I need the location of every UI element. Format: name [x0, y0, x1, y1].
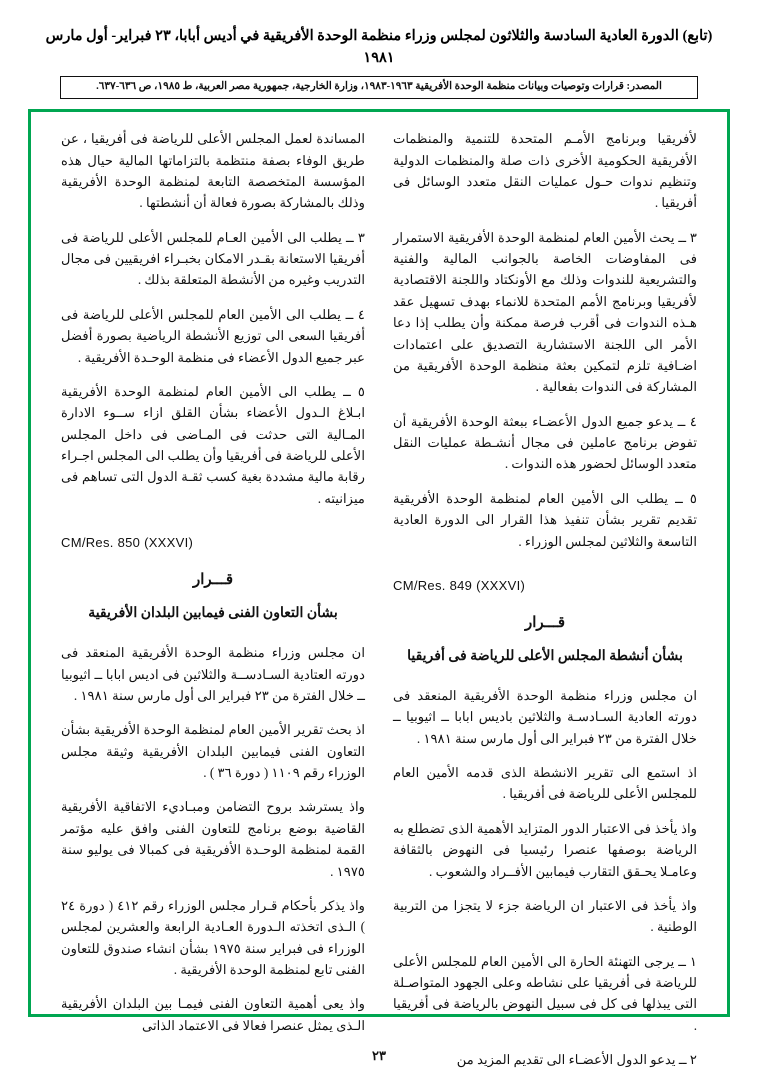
paragraph: اذ بحث تقرير الأمين العام لمنظمة الوحدة الأفريقية بشأن التعاون الفنى فيمابين البلدان الأفريقية وثيقة مجلس الوزراء رقم ١١٠٩ ( دورة ٣٦ ) . — [61, 722, 365, 781]
resolution-title: قـــرار — [192, 572, 234, 589]
resolution-subtitle: بشأن أنشطة المجلس الأعلى للرياضة فى أفريقيا — [407, 648, 683, 664]
paragraph: واذ يأخذ فى الاعتبار الدور المتزايد الأهمية الذى تضطلع به الرياضة بوصفها عنصرا رئيسيا فى النهوض بالثقافة وعامـلا يحـقق التقارب فيمابين الأفــراد والشعوب . — [393, 820, 697, 879]
page-title: (تابع) الدورة العادية السادسة والثلاثون لمجلس وزراء منظمة الوحدة الأفريقية في أديس أبابا، ٢٣ فبراير- أول مارس ١٩٨١ — [45, 28, 713, 66]
paragraph: واذ يأخذ فى الاعتبار ان الرياضة جزء لا يتجزا من التربية الوطنية . — [393, 897, 697, 935]
page-number: ٢٣ — [372, 1048, 386, 1063]
paragraph: اذ استمع الى تقرير الانشطة الذى قدمه الأمين العام للمجلس الأعلى للرياضة فى أفريقيا . — [393, 765, 697, 802]
paragraph: ٥ ــ يطلب الى الأمين العام لمنظمة الوحدة الأفريقية ابـلاغ الـدول الأعضاء بشأن القلق ازاء ســوء الادارة المـالية التى حدثت فى المـاضى فى داخل المجلس الأعلى للرياضة فى أفريقيا وأن يطلب الى المجلس اجـراء رقابة مالية مشددة بغية كسب ثقـة الدول التى تساهم فى ميزانيته . — [61, 383, 365, 506]
paragraph: واذ يسترشد بروح التضامن ومبـاديء الاتفاقية الأفريقية القاضية بوضع برنامج للتعاون الفنى وافق عليه مؤتمر القمة لمنظمة الوحـدة الأفريقية فى كمبالا فى يوليو سنة ١٩٧٥ . — [61, 799, 365, 879]
paragraph: ان مجلس وزراء منظمة الوحدة الأفريقية المنعقد فى دورته العتادية السـادســة والثلاثين فى اديس ابابا ــ اثيوبيا ــ خلال الفترة من ٢٣ فبراير الى أول مارس سنة ١٩٨١ . — [61, 645, 365, 703]
paragraph: ٣ ــ يطلب الى الأمين العـام للمجلس الأعلى للرياضة فى أفريقيا الاستعانة بقـدر الامكان بخبـراء افريقيين فى مجال التدريب وغيره من الأنشطة المتعلقة بذلك . — [61, 229, 365, 288]
paragraph: ٢ ــ يدعو الدول الأعضـاء الى تقديم المزيد من — [456, 1052, 697, 1068]
content-frame — [28, 109, 730, 1068]
column-right — [379, 128, 711, 1068]
paragraph: ١ ــ يرجى التهنئة الحارة الى الأمين العام للمجلس الأعلى للرياضة فى أفريقيا على نشاطه وعلى الجهود المتواصـلة التى يبذلها فى كل فى سبيل النهوض بالرياضة فى أفريقيا . — [393, 953, 697, 1033]
paragraph: ٥ ــ يطلب الى الأمين العام لمنظمة الوحدة الأفريقية تقديم تقرير بشأن تنفيذ هذا القرار الى الدورة العادية التاسعة والثلاثين لمجلس الوزراء . — [393, 490, 697, 549]
paragraph: واذ يذكر بأحكام قـرار مجلس الوزراء رقم ٤١٢ ( دورة ٢٤ ) الـذى اتخذته الـدورة العـادية الرابعة والعشرين لمجلس الوزراء فى فبراير سنة ١٩٧٥ بشأن انشاء صندوق للتعاون الفنى تابع لمنظمة الوحدة الأفريقية . — [61, 897, 365, 978]
source-note: المصدر: قرارات وتوصيات وبيانات منظمة الوحدة الأفريقية ١٩٦٣-١٩٨٣، وزارة الخارجية، جمهورية مصر العربية، ط ١٩٨٥، ص ٦٣٦-٦٣٧. — [60, 76, 698, 100]
paragraph: المساندة لعمل المجلس الأعلى للرياضة فى أفريقيا ، عن طريق الوفاء بصفة منتظمة بالتزاماتها المالية حيال هذه المؤسسة المتخصصة التابعة لمنظمة الوحدة الأفريقية وذلك بالمشاركة بصورة فعالة أن أنشطتها . — [61, 131, 365, 211]
resolution-subtitle: بشأن التعاون الفنى فيمابين البلدان الأفريقية — [88, 606, 338, 622]
paragraph: لأفريقيا وبرنامج الأمـم المتحدة للتنمية والمنظمات الأفريقية الحكومية الأخرى ذات صلة والمنظمات الدولية وتنظيم ندوات حـول عمليات النقل متعدد الوسائل فى أفريقيا . — [393, 131, 697, 211]
paragraph: ٣ ــ يحث الأمين العام لمنظمة الوحدة الأفريقية الاستمرار فى المفاوضات الخاصة بالجوانب المالية والفنية والتشريعية للندوات وذلك مع الأونكتاد واللجنة الاقتصادية لأفريقيا وبرنامج الأمم المتحدة للانماء بهدف تسهيل عقد هـذه الندوات فى أقرب فرصة ممكنة وأن يطلب إذا دعا الأمر الى اللجنة الاستشارية التصديق على اعتمادات اضـافية تلزم لتمكين بعثة منظمة الوحدة الأفريقية من المشاركة فى الندوات بفعالية . — [393, 229, 697, 395]
two-column-layout — [47, 128, 711, 1068]
resolution-code: CM/Res. 849 (XXXVI) — [393, 577, 526, 593]
resolution-code: CM/Res. 850 (XXXVI) — [61, 535, 194, 551]
paragraph: ٤ ــ يطلب الى الأمين العام للمجلس الأعلى للرياضة فى أفريقيا السعى الى توزيع الأنشطة الرياضية بصورة أفضل عبر جميع الدول الأعضاء فى منظمة الوحـدة الأفريقية . — [61, 306, 365, 365]
column-left — [47, 128, 379, 1033]
paragraph: واذ يعى أهمية التعاون الفنى فيمـا بين البلدان الأفريقية الـذى يمثل عنصرا فعالا فى الاعتماد الذاتى — [61, 996, 365, 1033]
resolution-title: قـــرار — [524, 614, 566, 631]
paragraph: ٤ ــ يدعو جميع الدول الأعضـاء ببعثة الوحدة الأفريقية أن تفوض برنامج عاملين فى مجال أنشـطة عمليات النقل متعدد الوسائل لحضور هذه الندوات . — [393, 413, 697, 472]
paragraph: ان مجلس وزراء منظمة الوحدة الأفريقية المنعقد فى دورته العادية السـادسـة والثلاثين باديس ابابا ــ اثيوبيا ــ خلال الفترة من ٢٣ فبراير الى أول مارس سنة ١٩٨١ . — [393, 687, 697, 746]
